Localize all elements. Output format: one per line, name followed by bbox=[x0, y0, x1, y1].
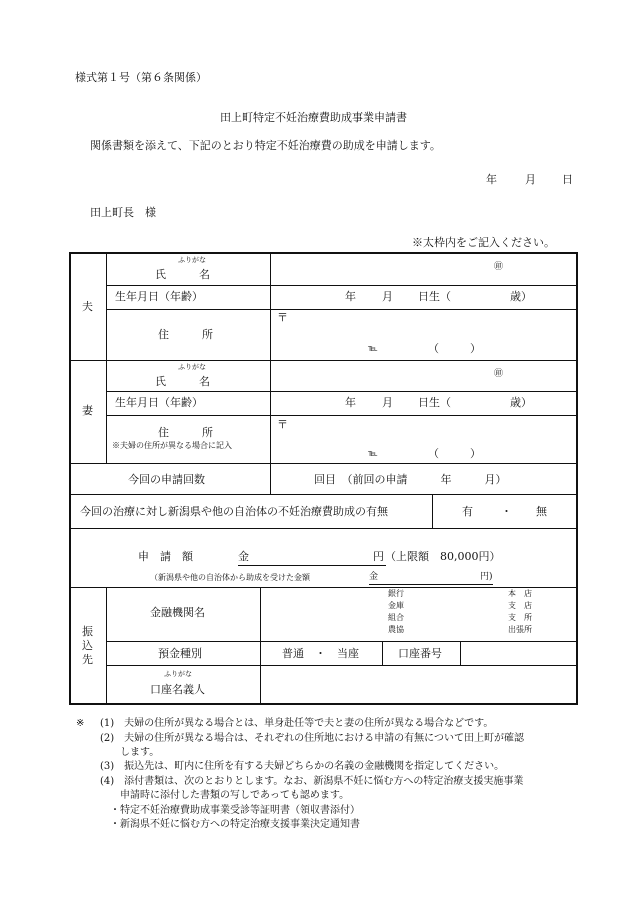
branch-type-sub: 支 所 bbox=[508, 613, 532, 622]
bank-type-bank: 銀行 bbox=[388, 589, 404, 598]
husband-row-line bbox=[106, 285, 577, 286]
other-aid-no: 無 bbox=[536, 505, 547, 518]
wife-furigana-label: ふりがな bbox=[178, 363, 206, 371]
husband-birth-age: 歳） bbox=[510, 290, 532, 303]
count-divider bbox=[270, 464, 271, 494]
husband-postal-mark: 〒 bbox=[277, 311, 288, 324]
amount-note-yen: 円) bbox=[480, 572, 493, 582]
wife-section-label: 妻 bbox=[82, 404, 93, 417]
branch-type-head: 本 店 bbox=[508, 589, 532, 598]
note-item: (2) 夫婦の住所が異なる場合は、それぞれの住所地における申請の有無について田上町が確認 bbox=[100, 733, 524, 744]
date-year-label: 年 bbox=[486, 173, 497, 186]
husband-row-line bbox=[106, 309, 577, 310]
deposit-divider bbox=[382, 642, 383, 665]
wife-birth-age: 歳） bbox=[510, 396, 532, 409]
note-item: 申請時に添付した書類の写しであっても認めます。 bbox=[100, 790, 350, 801]
account-number-label: 口座番号 bbox=[398, 647, 442, 660]
wife-tel-mark: ℡ bbox=[368, 449, 378, 459]
husband-tel-close: ） bbox=[470, 342, 481, 355]
transfer-col-divider bbox=[106, 588, 107, 704]
holder-furigana-label: ふりがな bbox=[164, 670, 192, 678]
divider-aid-amount bbox=[70, 528, 577, 529]
amount-note-underline bbox=[369, 584, 493, 585]
amount-kin: 金 bbox=[238, 550, 249, 563]
note-item: ・新潟県不妊に悩む方への特定治療支援事業決定通知書 bbox=[100, 819, 360, 830]
wife-row-line bbox=[106, 391, 577, 392]
wife-birth-month: 月 bbox=[382, 396, 393, 409]
divider-wife-count bbox=[70, 463, 577, 464]
wife-label-divider bbox=[270, 361, 271, 463]
addressee: 田上町長 様 bbox=[90, 206, 156, 219]
wife-birth-day: 日生（ bbox=[418, 396, 451, 409]
wife-address-label: 住 所 bbox=[158, 426, 213, 439]
husband-address-label: 住 所 bbox=[158, 328, 213, 341]
husband-birth-month: 月 bbox=[382, 290, 393, 303]
husband-label-divider bbox=[270, 253, 271, 360]
other-aid-yes: 有 bbox=[462, 505, 473, 518]
divider-amount-transfer bbox=[70, 587, 577, 588]
note-item: (3) 振込先は、町内に住所を有する夫婦どちらかの名義の金融機関を指定してください。 bbox=[100, 761, 505, 772]
amount-yen: 円 bbox=[373, 550, 384, 563]
husband-seal: ㊞ bbox=[494, 262, 504, 272]
divider-count-aid bbox=[70, 494, 577, 495]
husband-furigana-label: ふりがな bbox=[178, 256, 206, 264]
intro-text: 関係書類を添えて、下記のとおり特定不妊治療費の助成を申請します。 bbox=[90, 139, 441, 152]
transfer-section-label: 振込先 bbox=[82, 625, 93, 666]
wife-seal: ㊞ bbox=[494, 369, 504, 379]
branch-type-branch: 支 店 bbox=[508, 601, 532, 610]
amount-label: 申 請 額 bbox=[138, 550, 193, 563]
deposit-type-label: 預金種別 bbox=[158, 647, 202, 660]
wife-tel-open: （ bbox=[428, 447, 439, 460]
note-item: します。 bbox=[100, 747, 160, 758]
other-aid-dot: ・ bbox=[501, 505, 512, 518]
wife-birth-label: 生年月日（年齢） bbox=[115, 396, 203, 409]
amount-underline bbox=[238, 565, 386, 566]
date-day-label: 日 bbox=[562, 173, 573, 186]
wife-tel-close: ） bbox=[470, 447, 481, 460]
husband-tel-mark: ℡ bbox=[368, 344, 378, 354]
transfer-row-line bbox=[106, 665, 577, 666]
bank-type-nokyo: 農協 bbox=[388, 625, 404, 634]
note-item: (1) 夫婦の住所が異なる場合とは、単身赴任等で夫と妻の住所が異なる場合などです。 bbox=[100, 718, 494, 729]
count-label: 今回の申請回数 bbox=[128, 473, 205, 486]
amount-limit: （上限額 80,000円） bbox=[385, 550, 501, 563]
note-item: (4) 添付書類は、次のとおりとします。なお、新潟県不妊に悩む方への特定治療支援実施事業 bbox=[100, 776, 524, 787]
wife-birth-year: 年 bbox=[345, 396, 356, 409]
wife-col-divider bbox=[106, 361, 107, 463]
fill-note: ※太枠内をご記入ください。 bbox=[412, 236, 555, 249]
husband-section-label: 夫 bbox=[82, 300, 93, 313]
wife-row-line bbox=[106, 415, 577, 416]
husband-birth-year: 年 bbox=[345, 290, 356, 303]
date-month-label: 月 bbox=[525, 173, 536, 186]
branch-type-office: 出張所 bbox=[508, 625, 532, 634]
divider-husband-wife bbox=[70, 360, 577, 361]
husband-birth-label: 生年月日（年齢） bbox=[115, 290, 203, 303]
wife-address-note: ※夫婦の住所が異なる場合に記入 bbox=[112, 441, 232, 450]
wife-postal-mark: 〒 bbox=[277, 418, 288, 431]
transfer-row-line bbox=[106, 641, 577, 642]
note-item: ・特定不妊治療費助成事業受診等証明書（領収書添付） bbox=[100, 805, 360, 816]
husband-tel-open: （ bbox=[428, 342, 439, 355]
account-number-divider bbox=[460, 642, 461, 665]
husband-name-label: 氏 名 bbox=[155, 268, 210, 281]
wife-name-label: 氏 名 bbox=[155, 375, 210, 388]
count-value: 回目 （前回の申請 年 月） bbox=[314, 473, 507, 486]
husband-col-divider bbox=[106, 253, 107, 360]
other-aid-label: 今回の治療に対し新潟県や他の自治体の不妊治療費助成の有無 bbox=[80, 505, 388, 518]
bank-type-kumiai: 組合 bbox=[388, 613, 404, 622]
bank-name-label: 金融機関名 bbox=[150, 606, 205, 619]
page-title: 田上町特定不妊治療費助成事業申請書 bbox=[220, 111, 407, 124]
form-number: 様式第１号（第６条関係） bbox=[75, 71, 207, 84]
notes-mark: ※ bbox=[76, 718, 85, 729]
amount-note: （新潟県や他の自治体から助成を受けた金額 bbox=[150, 573, 310, 582]
aid-divider bbox=[432, 495, 433, 528]
husband-birth-day: 日生（ bbox=[418, 290, 451, 303]
transfer-label-divider bbox=[260, 588, 261, 704]
account-holder-label: 口座名義人 bbox=[150, 683, 205, 696]
deposit-type-options: 普通 ・ 当座 bbox=[282, 647, 359, 660]
amount-note-kin: 金 bbox=[369, 572, 379, 582]
bank-type-shinkin: 金庫 bbox=[388, 601, 404, 610]
